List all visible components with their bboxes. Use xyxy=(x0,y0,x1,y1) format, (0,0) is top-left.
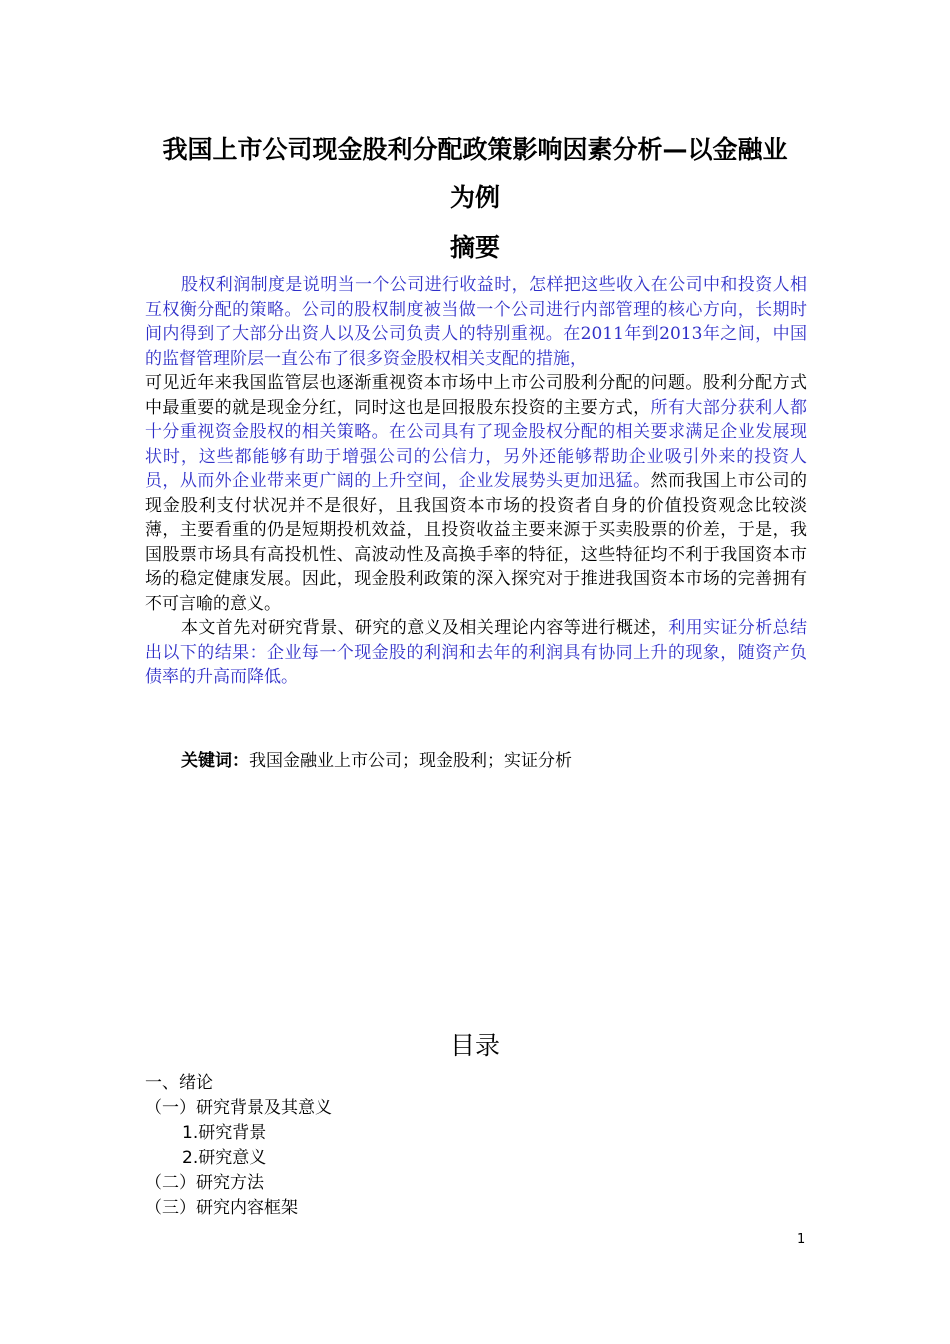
abstract-body xyxy=(145,273,807,690)
title-line-1: 我国上市公司现金股利分配政策影响因素分析—以金融业 xyxy=(162,135,788,164)
toc-item[interactable]: （二）研究方法 xyxy=(145,1173,264,1193)
keywords-text: 我国金融业上市公司；现金股利；实证分析 xyxy=(249,751,572,771)
abstract-paragraph-3-highlight: 利用实证分析总结出以下的结果：企业每一个现金股的利润和去年的利润具有协同上升的现象，随资产负债率的升高而降低。 xyxy=(145,618,808,687)
page-number: 1 xyxy=(797,1232,806,1247)
keywords-label: 关键词： xyxy=(181,751,249,771)
abstract-paragraph-2-highlight: 所有大部分获利人都十分重视资金股权的相关策略。在公司具有了现金股权分配的相关要求满足企业发展现状时，这些都能够有助于增强公司的公信力，另外还能够帮助企业吸引外来的投资人员，从而外企业带来更广阔的上升空间，企业发展势头更加迅猛。 xyxy=(145,397,808,491)
abstract-paragraph-3-part-a: 本文首先对研究背景、研究的意义及相关理论内容等进行概述， xyxy=(181,618,669,638)
toc-item[interactable]: （三）研究内容框架 xyxy=(145,1198,298,1218)
abstract-paragraph-2-part-b: 然而我国上市公司的现金股利支付状况并不是很好，且我国资本市场的投资者自身的价值投资观念比较淡薄，主要看重的仍是短期投机效益，且投资收益主要来源于买卖股票的价差，于是，我国股票市场具有高投机性、高波动性及高换手率的特征，这些特征均不利于我国资本市场的稳定健康发展。因此，现金股利政策的深入探究对于推进我国资本市场的完善拥有不可言喻的意义。 xyxy=(145,471,808,614)
toc-item[interactable]: 2.研究意义 xyxy=(182,1148,267,1168)
toc-item[interactable]: 一、绪论 xyxy=(145,1073,213,1093)
table-of-contents xyxy=(145,1071,332,1221)
abstract-paragraph-1: 股权利润制度是说明当一个公司进行收益时，怎样把这些收入在公司中和投资人相互权衡分配的策略。公司的股权制度被当做一个公司进行内部管理的核心方向，长期时间内得到了大部分出资人以及公司负责人的特别重视。在2011年到2013年之间，中国的监督管理阶层一直公布了很多资金股权相关支配的措施， xyxy=(145,275,807,369)
abstract-paragraph-2-part-a: 可见近年来我国监管层也逐渐重视资本市场中上市公司股利分配的问题。股利分配方式中最重要的就是现金分红，同时这也是回报股东投资的主要方式， xyxy=(145,373,807,418)
abstract-paragraph-2 xyxy=(145,371,807,616)
abstract-heading: 摘要 xyxy=(449,233,500,262)
toc-item[interactable]: （一）研究背景及其意义 xyxy=(145,1098,332,1118)
keywords-line xyxy=(181,749,572,773)
toc-item[interactable]: 1.研究背景 xyxy=(182,1123,267,1143)
abstract-paragraph-3 xyxy=(145,616,807,690)
title-line-2: 为例 xyxy=(449,183,500,212)
toc-heading: 目录 xyxy=(449,1031,500,1060)
